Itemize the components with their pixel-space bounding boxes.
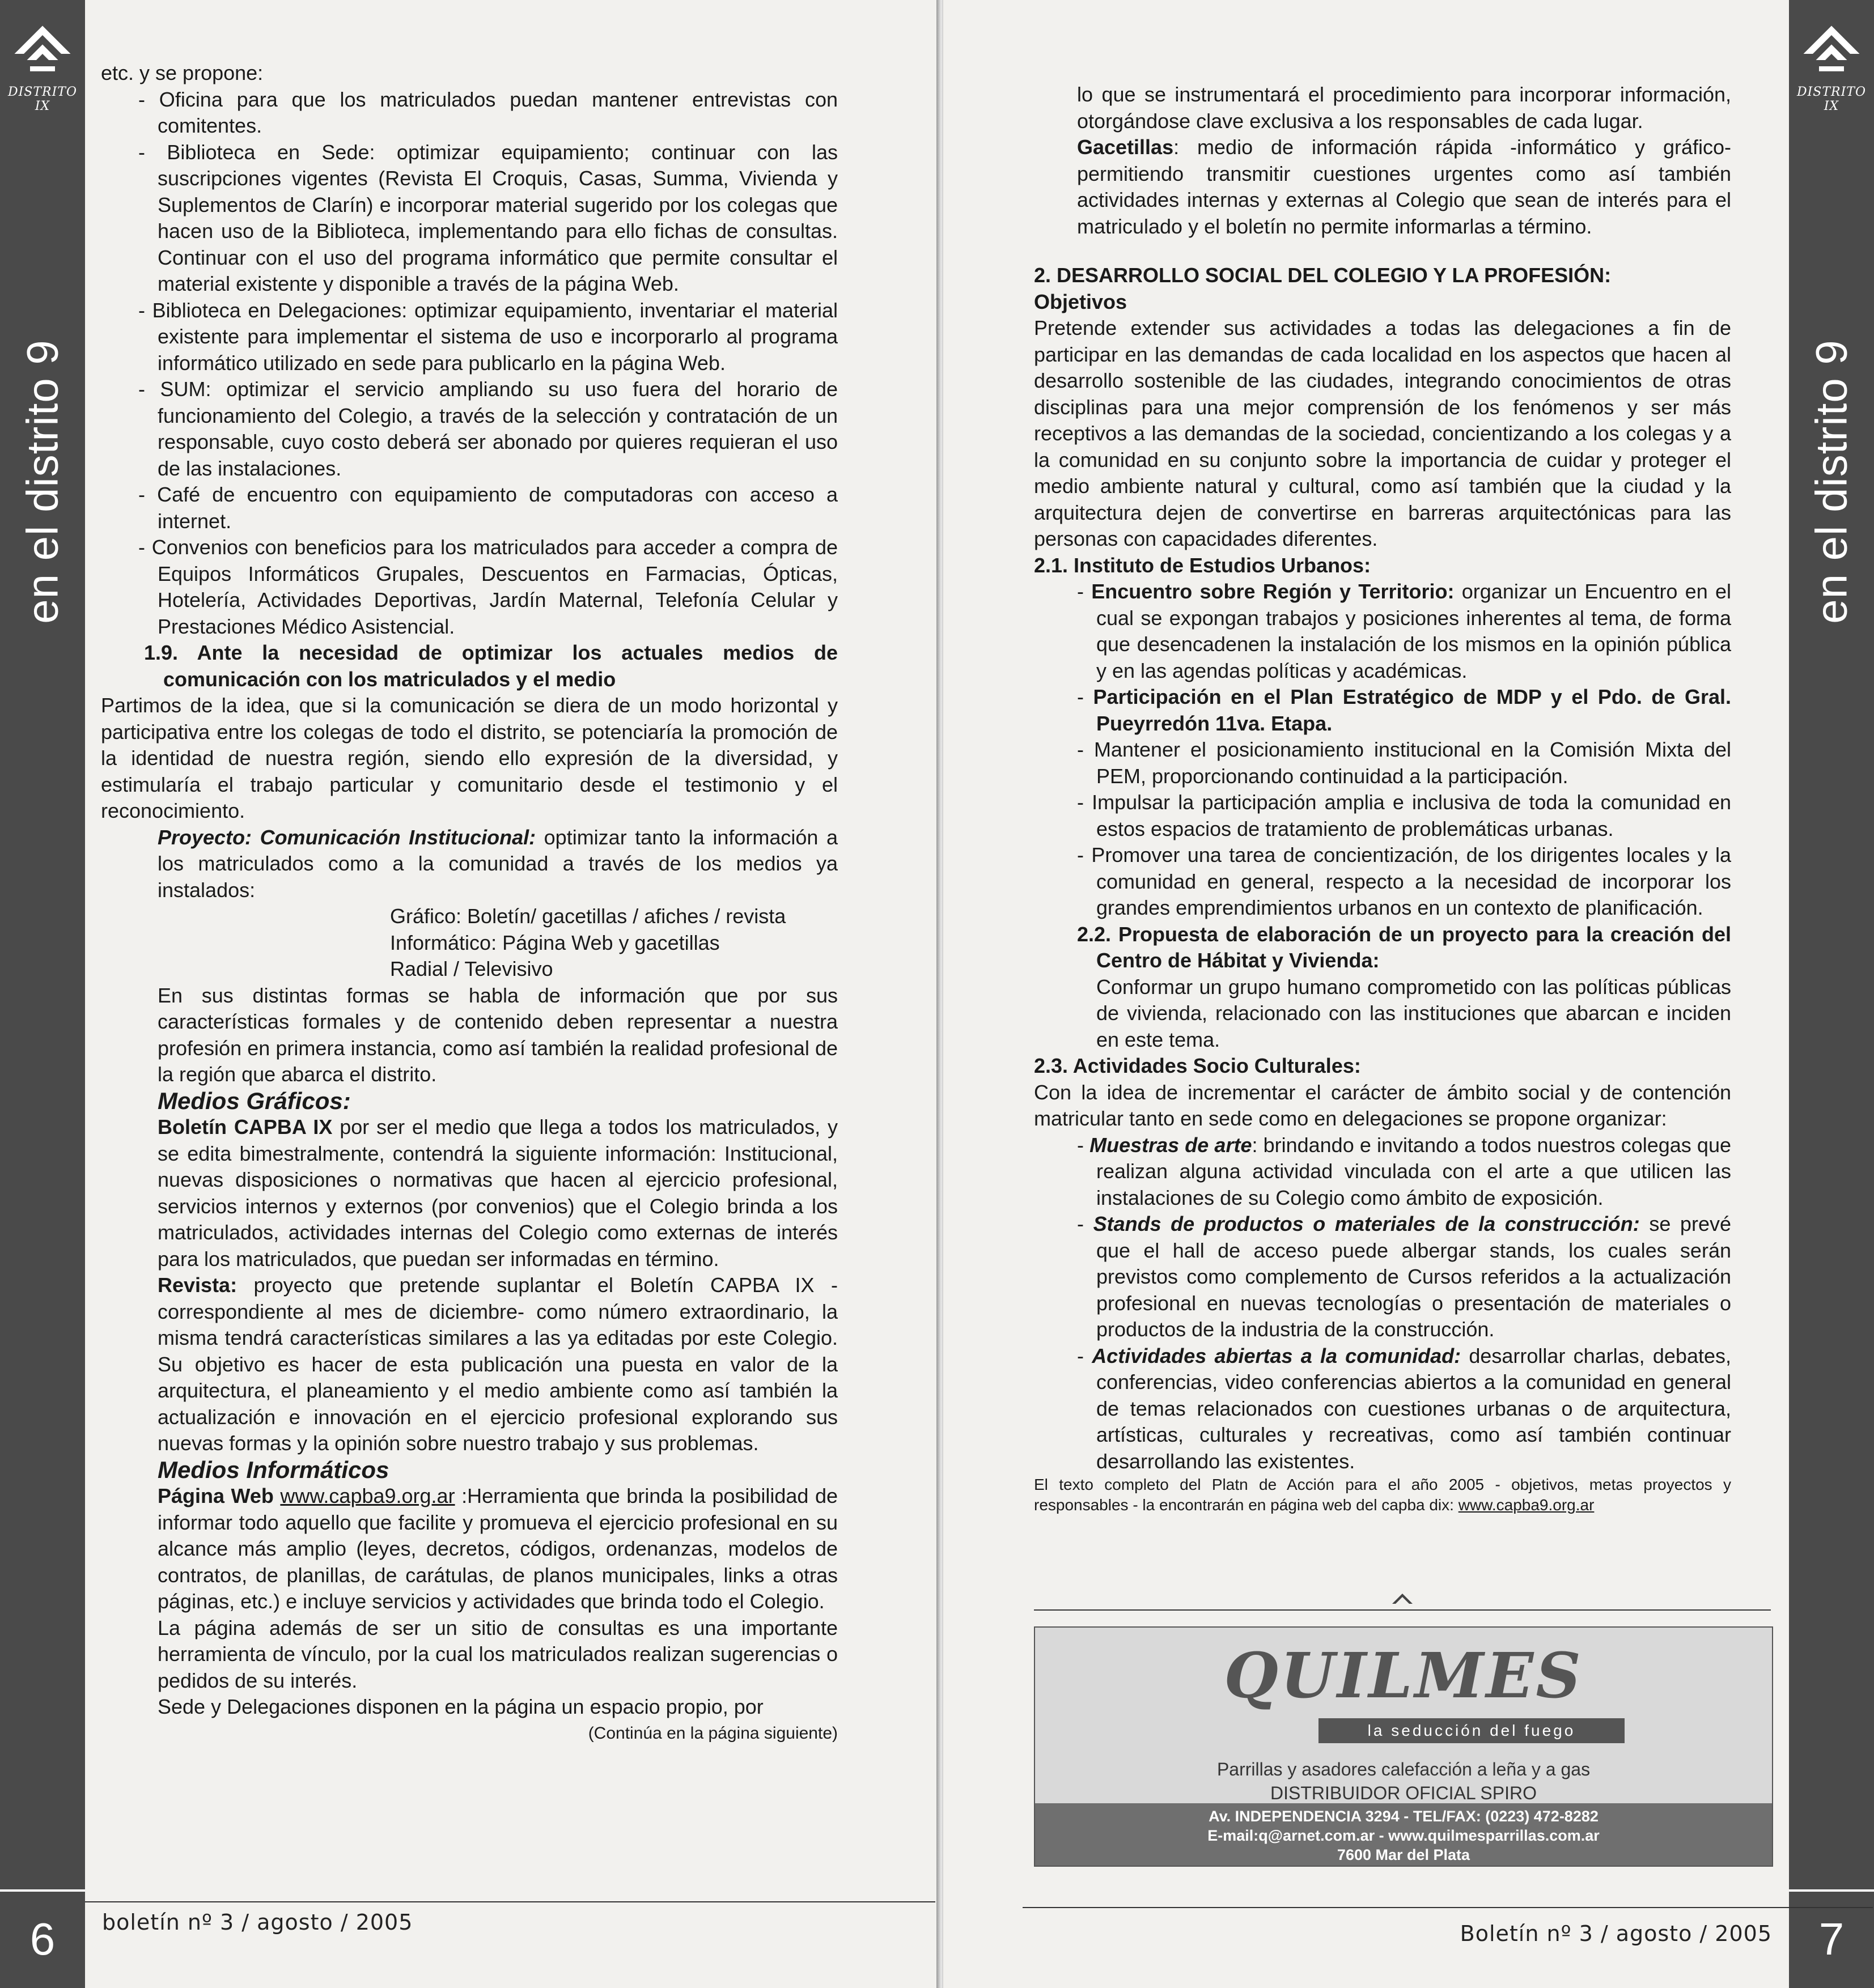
plan-note-link[interactable]: www.capba9.org.ar — [1458, 1496, 1595, 1514]
distrito-logo-icon — [1800, 23, 1863, 85]
pagina-web-paragraph — [101, 1483, 838, 1615]
section-23-text: Con la idea de incrementar el carácter de ámbito social y de contención matricular tanto en sede como en delegaciones se propone organizar: — [1034, 1080, 1731, 1130]
left-paragraph: - SUM: optimizar el servicio ampliando su uso fuera del horario de funcionamiento del Colegio, a través de la selección y contratación de un responsable, cuyo costo deberá ser abonado por quieres requieran el uso de las instalaciones. — [138, 377, 838, 480]
formas-paragraph: En sus distintas formas se habla de información que por sus características formales y de contenido deben representar a nuestra profesión en primera instancia, como así también la realidad profesional de la región que abarca el distrito. — [158, 983, 838, 1086]
small-distrito-logo-icon — [1391, 1592, 1414, 1615]
plan-note-text: El texto completo del Platn de Acción para el año 2005 - objetivos, metas proyectos y responsables - la encontrarán en página web del capba dix: — [1034, 1476, 1731, 1514]
section-21-item-label: Participación en el Plan Estratégico de MDP y el Pdo. de Gral. Pueyrredón 11va. Etapa. — [1093, 685, 1731, 735]
footer-rule — [1023, 1907, 1873, 1908]
section-23-title: 2.3. Actividades Socio Culturales: — [1034, 1054, 1361, 1077]
boletin-paragraph — [101, 1114, 838, 1272]
section-2-text: Pretende extender sus actividades a todas las delegaciones a fin de participar en las demandas de cada localidad en los aspectos que hacen al desarrollo sostenible de las ciudades, integrando conocimientos de otras disciplinas para una mejor comprensión de los fenómenos y ser más receptivos a las demandas de la sociedad, concientizando a los colegas y a la comunidad en su conjunto sobre la importancia de cuidar y proteger el medio ambiente natural y cultural, como así también que la ciudad y la arquitectura dejen de convertirse en barreras arquitectónicas para las personas con capacidades diferentes. — [1034, 316, 1731, 550]
distrito-logo-icon — [11, 23, 74, 85]
ad-city: 7600 Mar del Plata — [1337, 1846, 1470, 1863]
side-rail — [0, 0, 85, 1988]
section-23-item: - Actividades abiertas a la comunidad: desarrollar charlas, debates, conferencias, video conferencias abiertos a la comunidad en general de temas relacionados con cuestiones urbanas o de arquitectura, artísticas, culturales y recreativas, como así también continuar desarrollando las existentes. — [1077, 1344, 1731, 1473]
ad-contact-band — [1035, 1803, 1772, 1866]
footer-text: Boletín nº 3 / agosto / 2005 — [1460, 1921, 1772, 1946]
section-23-item: - Muestras de arte: brindando e invitando a todos nuestros colegas que realizan alguna actividad vinculada con el arte a que utilicen las instalaciones de su Colegio como ámbito de exposición. — [1077, 1133, 1731, 1209]
ad-tagline: la seducción del fuego — [1318, 1718, 1625, 1743]
gacetillas-text: : medio de información rápida -informático y gráfico- permitiendo transmitir cuestiones urgentes como así también actividades internas y externas al Colegio que sean de interés para el matriculado y el boletín no permite informarlas a término. — [1077, 135, 1731, 238]
page-right — [943, 0, 1874, 1988]
right-body — [1034, 82, 1731, 1515]
section-21-item: - Impulsar la participación amplia e inclusiva de toda la comunidad en estos espacios de tratamiento de problemáticas urbanas. — [1077, 791, 1731, 840]
section-23-item-text: desarrollar charlas, debates, conferencias, video conferencias abiertos a la comunidad en general de temas relacionados con cuestiones urbanas o de arquitectura, artísticas, culturales y recreativas, como así también continuar desarrollando las existentes. — [1096, 1344, 1731, 1473]
proyecto-text: optimizar tanto la información a los matriculados como a la comunidad a través de los medios ya instalados: — [158, 825, 838, 902]
logo-text: DISTRITO IX — [7, 85, 78, 113]
revista-text: proyecto que pretende suplantar el Boletín CAPBA IX - correspondiente al mes de diciembre- como número extraordinario, la misma tendrá características similares a las ya editadas por este Colegio. Su objetivo es hacer de esta publicación una puesta en valor de la arquitectura, el planeamiento y el medio ambiente como así también la actualización e innovación en el ejercicio profesional explorando sus nuevas formas y la opinión sobre nuestro trabajo y sus problemas. — [158, 1273, 838, 1455]
ad-email: E-mail:q@arnet.com.ar - www.quilmesparrillas.com.ar — [1207, 1827, 1600, 1844]
section-21-item-text: organizar un Encuentro en el cual se expongan trabajos y posiciones inherentes al tema, de forma que desencadenen la instalación de los mismos en la opinión pública y en las agendas políticas y académicas. — [1096, 580, 1731, 682]
pagina-web-paragraph-2: La página además de ser un sitio de consultas es una importante herramienta de vínculo, por la cual los matriculados realizan sugerencias o pedidos de su interés. — [158, 1616, 838, 1692]
section-21-title: 2.1. Instituto de Estudios Urbanos: — [1034, 553, 1371, 577]
page-number: 7 — [1818, 1914, 1845, 1964]
boletin-text: por ser el medio que llega a todos los matriculados, y se edita bimestralmente, contendrá la siguiente información: Institucional, nuevas disposiciones o normativas que hacen al ejercicio profesional, servicios internos y externos (por convenios) que el Colegio brinda a los matriculados, actividades internas del Colegio como externas de interés para los matriculados, que puedan ser informadas en término. — [158, 1115, 838, 1271]
section-21-item: - Encuentro sobre Región y Territorio: organizar un Encuentro en el cual se expongan trabajos y posiciones inherentes al tema, de forma que desencadenen la instalación de los mismos en la opinión pública y en las agendas políticas y académicas. — [1077, 580, 1731, 682]
pagina-web-text: :Herramienta que brinda la posibilidad de informar todo aquello que facilite y promueva el ejercicio profesional en su alcance más amplio (leyes, decretos, códigos, ordenanzas, modelos de contratos, de planillas, de carátulas, de planos municipales, links a otras páginas, etc.) e incluye servicios y actividades que brinda todo el Colegio. — [158, 1484, 838, 1613]
section-21-item-label: Encuentro sobre Región y Territorio: — [1091, 580, 1455, 603]
section-2-title: 2. DESARROLLO SOCIAL DEL COLEGIO Y LA PROFESIÓN: — [1034, 264, 1612, 287]
section-2-subtitle: Objetivos — [1034, 290, 1127, 313]
ad-address: Av. INDEPENDENCIA 3294 - TEL/FAX: (0223) 472-8282 — [1209, 1808, 1599, 1825]
left-paragraph: - Biblioteca en Sede: optimizar equipamiento; continuar con las suscripciones vigentes (Revista El Croquis, Casas, Summa, Vivienda y Suplementos de Clarín) e incorporar material sugerido por los colegas que hacen uso de la Biblioteca, implementando para ello fichas de consultas. Continuar con el uso del programa informático que permite consultar el material existente y disponible a través de la página Web. — [138, 140, 838, 295]
side-title: en el distrito 9 — [17, 339, 67, 624]
left-paragraph: 1.9. Ante la necesidad de optimizar los actuales medios de comunicación con los matriculados y el medio — [144, 641, 838, 691]
gacetillas-label: Gacetillas — [1077, 135, 1174, 159]
section-21-list — [1034, 579, 1731, 921]
left-paragraph: etc. y se propone: — [101, 61, 264, 84]
media-line: Radial / Televisivo — [390, 957, 553, 980]
section-22-text: Conformar un grupo humano comprometido con las políticas públicas de vivienda, relacionado con las instituciones que abarcan e inciden en este tema. — [1096, 975, 1731, 1051]
plan-note — [1034, 1475, 1731, 1515]
section-21-item-text: Mantener el posicionamiento institucional en la Comisión Mixta del PEM, proporcionando continuidad a la participación. — [1093, 738, 1731, 788]
footer-text: boletín nº 3 / agosto / 2005 — [102, 1910, 413, 1935]
section-21-item-text: Impulsar la participación amplia e inclusiva de toda la comunidad en estos espacios de tratamiento de problemáticas urbanas. — [1092, 791, 1731, 840]
spacer — [1034, 240, 1731, 262]
ad-products: Parrillas y asadores calefacción a leña y a gas — [1216, 1759, 1591, 1779]
pagina-web-link[interactable]: www.capba9.org.ar — [280, 1484, 455, 1507]
revista-label: Revista: — [158, 1273, 238, 1297]
revista-paragraph — [101, 1272, 838, 1457]
intro-paragraph: lo que se instrumentará el procedimiento para incorporar información, otorgándose clave exclusiva a los responsables de cada lugar. — [1077, 83, 1731, 133]
section-23-item-label: Stands de productos o materiales de la construcción: — [1093, 1212, 1640, 1235]
left-body — [101, 60, 838, 1747]
section-21-item: - Participación en el Plan Estratégico de MDP y el Pdo. de Gral. Pueyrredón 11va. Etapa. — [1077, 685, 1731, 735]
section-23-item-text: se prevé que el hall de acceso puede albergar stands, los cuales serán previstos como complemento de Cursos referidos a la actualización profesional en nuevas tecnologías o presentación de materiales o productos de la industria de la construcción. — [1096, 1212, 1731, 1341]
side-rail — [1789, 0, 1874, 1988]
pagina-web-paragraph-3: Sede y Delegaciones disponen en la página un espacio propio, por — [158, 1695, 764, 1718]
section-23-item: - Stands de productos o materiales de la construcción: se prevé que el hall de acceso puede albergar stands, los cuales serán previstos como complemento de Cursos referidos a la actualización profesional en nuevas tecnologías o presentación de materiales o productos de la industria de la construcción. — [1077, 1212, 1731, 1341]
left-paragraphs — [101, 60, 838, 825]
continua-note: (Continúa en la página siguiente) — [588, 1723, 838, 1743]
rail-rule — [0, 1889, 85, 1892]
rail-rule — [1789, 1889, 1874, 1892]
section-22-title: 2.2. Propuesta de elaboración de un proyecto para la creación del Centro de Hábitat y Vivienda: — [1077, 922, 1731, 972]
left-paragraph: - Café de encuentro con equipamiento de computadoras con acceso a internet. — [138, 483, 838, 533]
boletin-label: Boletín CAPBA IX — [158, 1115, 333, 1139]
left-paragraph: - Oficina para que los matriculados puedan mantener entrevistas con comitentes. — [138, 87, 838, 137]
left-paragraph: - Biblioteca en Delegaciones: optimizar equipamiento, inventariar el material existente para implementar el sistema de uso e incorporarlo al programa informático utilizado en sede para publicarlo en la página Web. — [138, 298, 838, 375]
section-23-item-label: Actividades abiertas a la comunidad: — [1092, 1344, 1461, 1367]
ad-brand: QUILMES — [1224, 1639, 1583, 1712]
footer-rule — [85, 1901, 935, 1902]
medios-informaticos-heading: Medios Informáticos — [158, 1456, 389, 1483]
left-paragraph: Partimos de la idea, que si la comunicación se diera de un modo horizontal y participativa entre los colegas de todo el distrito, se potenciaría la promoción de la identidad de nuestra región, siendo ello expresión de la diversidad, y estimularía el trabajo particular y comunitario desde el testimonio y el reconocimiento. — [101, 694, 838, 822]
section-23-list — [1034, 1132, 1731, 1475]
section-23-item-text: : brindando e invitando a todos nuestros colegas que realizan alguna actividad vinculada con el arte a que utilicen las instalaciones de su Colegio como ámbito de exposición. — [1096, 1133, 1731, 1209]
section-21-item: - Promover una tarea de concientización, de los dirigentes locales y la comunidad en general, respecto a la necesidad de incorporar los grandes emprendimientos urbanos en un contexto de planificación. — [1077, 843, 1731, 919]
quilmes-advertisement — [1034, 1626, 1773, 1867]
proyecto-paragraph — [101, 825, 838, 904]
section-23-item-label: Muestras de arte — [1089, 1133, 1252, 1157]
medios-graficos-heading: Medios Gráficos: — [158, 1087, 351, 1114]
ad-distributor: DISTRIBUIDOR OFICIAL SPIRO — [1270, 1783, 1537, 1803]
side-title: en el distrito 9 — [1806, 339, 1856, 624]
media-line: Informático: Página Web y gacetillas — [390, 931, 720, 954]
left-paragraph: - Convenios con beneficios para los matriculados para acceder a compra de Equipos Informáticos Grupales, Descuentos en Farmacias, Ópticas, Hotelería, Actividades Deportivas, Jardín Maternal, Telefonía Celular y Prestaciones Médico Asistencial. — [138, 536, 838, 638]
ad-top-rule — [1034, 1609, 1771, 1611]
media-line: Gráfico: Boletín/ gacetillas / afiches / revista — [390, 904, 786, 928]
section-21-item-text: Promover una tarea de concientización, de los dirigentes locales y la comunidad en general, respecto a la necesidad de incorporar los grandes emprendimientos urbanos en un contexto de planificación. — [1091, 843, 1731, 919]
proyecto-label: Proyecto: Comunicación Institucional: — [158, 825, 536, 849]
section-21-item: - Mantener el posicionamiento institucional en la Comisión Mixta del PEM, proporcionando continuidad a la participación. — [1077, 738, 1731, 788]
pagina-web-label: Página Web — [158, 1484, 274, 1507]
gacetillas-paragraph — [1034, 134, 1731, 240]
page-number: 6 — [29, 1914, 56, 1964]
logo-text: DISTRITO IX — [1796, 85, 1867, 113]
